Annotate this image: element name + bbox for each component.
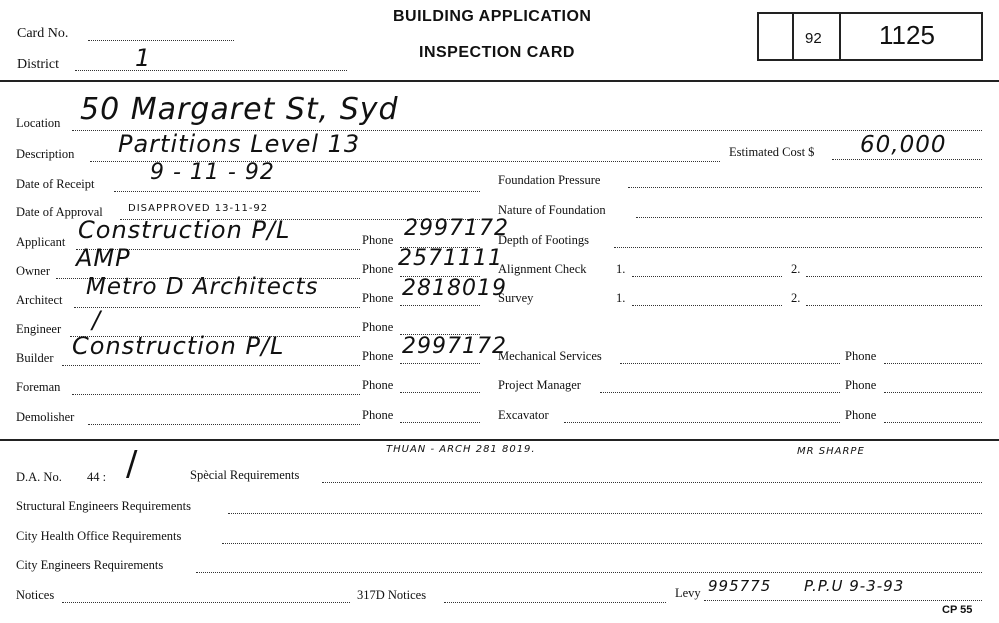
date-of-approval-label: Date of Approval: [16, 205, 103, 219]
nature-of-foundation-label: Nature of Foundation: [498, 203, 606, 217]
form-code: CP 55: [942, 604, 973, 616]
city-engineers-label: City Engineers Requirements: [16, 558, 164, 572]
da-no-value: 44 :: [87, 470, 107, 484]
handwritten-note-architect: THUAN - ARCH 281 8019.: [386, 444, 536, 455]
project-manager-phone-line: [884, 392, 982, 393]
excavator-line: [564, 422, 840, 423]
demolisher-phone-line: [400, 422, 480, 423]
project-manager-line: [600, 392, 840, 393]
alignment-check-2-line: [806, 276, 982, 277]
levy-note: P.P.U 9-3-93: [804, 577, 905, 595]
card-no-line: [88, 40, 234, 41]
builder-phone-line: [400, 363, 480, 364]
nature-of-foundation-line: [636, 217, 982, 218]
alignment-check-label: Alignment Check: [498, 262, 587, 276]
city-health-line: [222, 543, 982, 544]
title-line2: INSPECTION CARD: [419, 44, 575, 61]
builder-label: Builder: [16, 351, 54, 365]
foreman-line: [72, 394, 360, 395]
mechanical-services-label: Mechanical Services: [498, 349, 602, 363]
architect-value: Metro D Architects: [86, 274, 319, 300]
architect-phone-line: [400, 305, 480, 306]
owner-phone-label: Phone: [362, 262, 394, 276]
project-manager-phone-label: Phone: [845, 378, 877, 392]
architect-phone-label: Phone: [362, 291, 394, 305]
box-divider-2: [839, 12, 841, 61]
handwritten-note-sharpe: MR SHARPE: [797, 446, 865, 457]
builder-line: [62, 365, 360, 366]
architect-phone-value: 2818019: [402, 276, 507, 301]
applicant-value: Construction P/L: [78, 216, 291, 244]
card-year: 92: [805, 30, 822, 47]
date-of-approval-value: DISAPPROVED 13-11-92: [128, 203, 269, 214]
foreman-phone-label: Phone: [362, 378, 394, 392]
notices-line: [62, 602, 350, 603]
notices-317d-line: [444, 602, 666, 603]
details-rule: [0, 439, 999, 441]
levy-label: Levy: [675, 586, 701, 600]
location-label: Location: [16, 116, 61, 130]
depth-of-footings-line: [614, 247, 982, 248]
foreman-label: Foreman: [16, 380, 61, 394]
district-value: 1: [135, 44, 152, 72]
card-number-box: [757, 12, 983, 61]
builder-phone-value: 2997172: [402, 334, 507, 359]
survey-1-label: 1.: [616, 291, 626, 305]
levy-line: [704, 600, 982, 601]
district-label: District: [17, 57, 59, 72]
excavator-label: Excavator: [498, 408, 549, 422]
da-no-label: D.A. No.: [16, 470, 62, 484]
owner-phone-value: 2571111: [398, 246, 503, 271]
demolisher-line: [88, 424, 360, 425]
date-of-receipt-line: [114, 191, 480, 192]
notices-label: Notices: [16, 588, 55, 602]
card-no-label: Card No.: [17, 26, 69, 41]
owner-label: Owner: [16, 264, 51, 278]
da-no-mark: /: [126, 444, 139, 484]
structural-engineers-line: [228, 513, 982, 514]
city-health-label: City Health Office Requirements: [16, 529, 182, 543]
location-value: 50 Margaret St, Syd: [80, 92, 399, 127]
box-divider-1: [792, 12, 794, 61]
levy-value: 995775: [708, 577, 772, 595]
foundation-pressure-line: [628, 187, 982, 188]
structural-engineers-label: Structural Engineers Requirements: [16, 499, 191, 513]
description-value: Partitions Level 13: [118, 130, 361, 158]
special-requirements-line: [322, 482, 982, 483]
applicant-phone-label: Phone: [362, 233, 394, 247]
architect-label: Architect: [16, 293, 63, 307]
city-engineers-line: [196, 572, 982, 573]
survey-2-label: 2.: [791, 291, 801, 305]
special-requirements-label: Spècial Requirements: [190, 468, 300, 482]
survey-label: Survey: [498, 291, 534, 305]
owner-value: AMP: [76, 244, 131, 272]
survey-1-line: [632, 305, 782, 306]
mechanical-phone-line: [884, 363, 982, 364]
notices-317d-label: 317D Notices: [357, 588, 427, 602]
estimated-cost-value: 60,000: [860, 132, 947, 158]
survey-2-line: [806, 305, 982, 306]
estimated-cost-label: Estimated Cost $: [729, 145, 815, 159]
district-line: [75, 70, 347, 71]
applicant-label: Applicant: [16, 235, 66, 249]
applicant-phone-value: 2997172: [404, 216, 509, 241]
estimated-cost-line: [832, 159, 982, 160]
foundation-pressure-label: Foundation Pressure: [498, 173, 601, 187]
excavator-phone-line: [884, 422, 982, 423]
builder-phone-label: Phone: [362, 349, 394, 363]
foreman-phone-line: [400, 392, 480, 393]
mechanical-services-line: [620, 363, 840, 364]
engineer-phone-label: Phone: [362, 320, 394, 334]
title-line1: BUILDING APPLICATION: [393, 8, 592, 25]
alignment-check-1-line: [632, 276, 782, 277]
description-label: Description: [16, 147, 75, 161]
header-rule: [0, 80, 999, 82]
excavator-phone-label: Phone: [845, 408, 877, 422]
demolisher-phone-label: Phone: [362, 408, 394, 422]
engineer-value: /: [92, 306, 102, 334]
builder-value: Construction P/L: [72, 332, 285, 360]
card-number: 1125: [879, 20, 935, 50]
engineer-label: Engineer: [16, 322, 62, 336]
depth-of-footings-label: Depth of Footings: [498, 233, 589, 247]
date-of-receipt-label: Date of Receipt: [16, 177, 95, 191]
date-of-receipt-value: 9 - 11 - 92: [150, 160, 275, 185]
project-manager-label: Project Manager: [498, 378, 581, 392]
alignment-check-2-label: 2.: [791, 262, 801, 276]
mechanical-phone-label: Phone: [845, 349, 877, 363]
architect-line: [74, 307, 360, 308]
alignment-check-1-label: 1.: [616, 262, 626, 276]
demolisher-label: Demolisher: [16, 410, 75, 424]
